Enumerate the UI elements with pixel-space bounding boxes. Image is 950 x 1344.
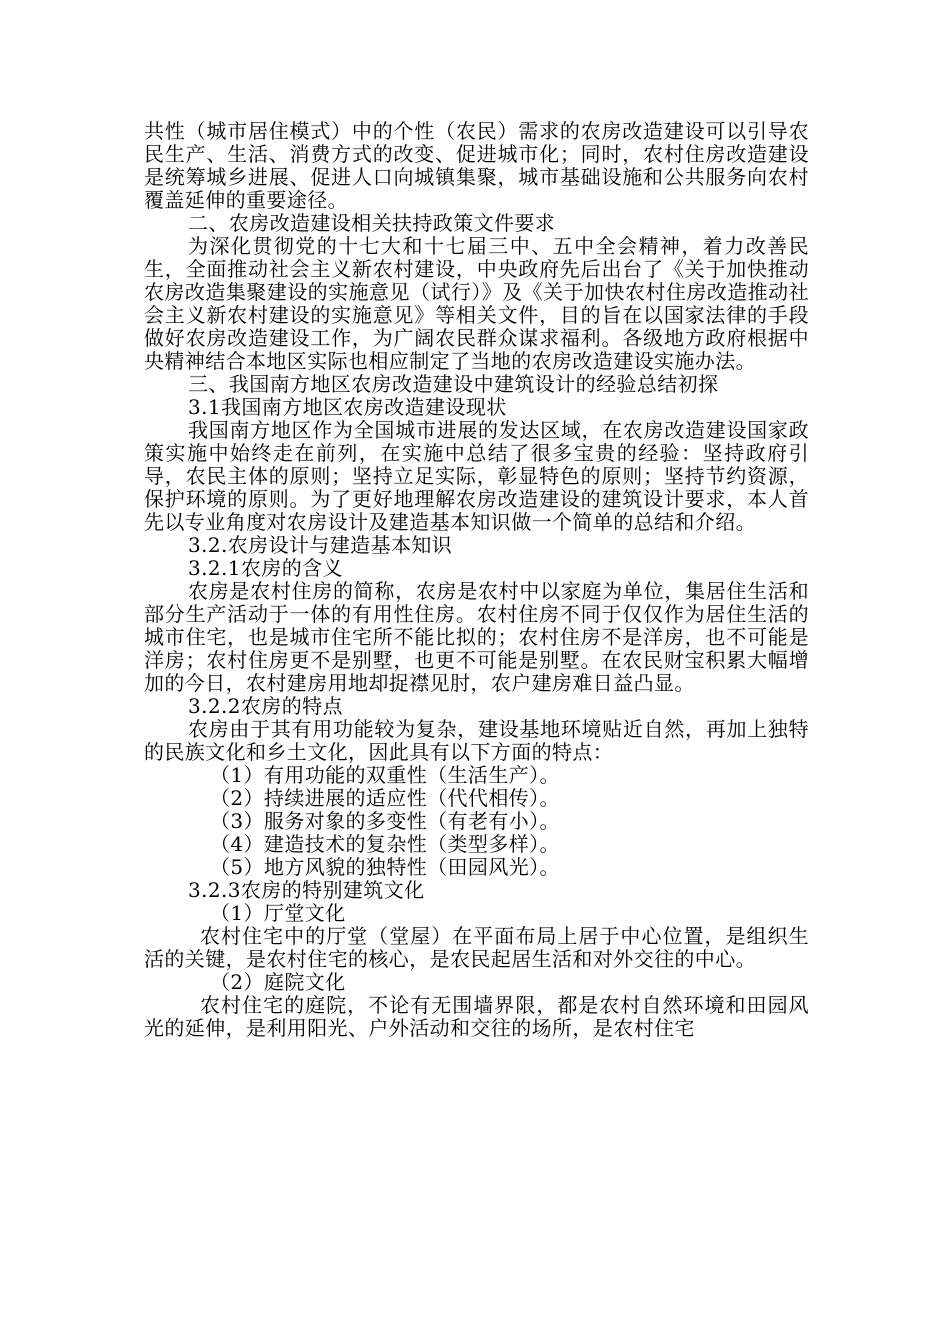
list-item: （4）建造技术的复杂性（类型多样）。 — [210, 832, 560, 856]
paragraph-policy: 为深化贯彻党的十七大和十七届三中、五中全会精神，着力改善民生，全面推动社会主义新农村建设，中央政府先后出台了《关于加快推动农房改造集聚建设的实施意见（试行）》及《关于加快农村住房改造推动社会主义新农村建设的实施意见》等相关文件，目的旨在以国家法律的手段做好农房改造建设工作，为广阔农民群众谋求福利。各级地方政府根据中央精神结合本地区实际也相应制定了当地的农房改造建设实施办法。 — [144, 234, 809, 373]
paragraph-continuation: 共性（城市居住模式）中的个性（农民）需求的农房改造建设可以引导农民生产、生活、消费方式的改变、促进城市化；同时，农村住房改造建设是统筹城乡进展、促进人口向城镇集聚，城市基础设施和公共服务向农村覆盖延伸的重要途径。 — [144, 119, 809, 212]
subsection-heading-3-2: 3.2.农房设计与建造基本知识 — [188, 533, 453, 557]
paragraph-definition: 农房是农村住房的简称，农房是农村中以家庭为单位，集居住生活和部分生产活动于一体的有用性住房。农村住房不同于仅仅作为居住生活的城市住宅，也是城市住宅所不能比拟的；农村住房不是洋房，也不可能是洋房；农村住房更不是别墅，也更不可能是别墅。在农民财宝积累大幅增加的今日，农村建房用地却捉襟见肘，农户建房难日益凸显。 — [144, 579, 809, 695]
section-heading-3: 三、我国南方地区农房改造建设中建筑设计的经验总结初探 — [188, 372, 719, 396]
subsection-heading-3-2-2: 3.2.2农房的特点 — [188, 694, 343, 718]
item-heading-courtyard: （2）庭院文化 — [210, 970, 346, 994]
subsection-heading-3-1: 3.1我国南方地区农房改造建设现状 — [188, 395, 507, 419]
document-page — [144, 120, 809, 1040]
paragraph-hall-culture: 农村住宅中的厅堂（堂屋）在平面布局上居于中心位置，是组织生活的关键，是农村住宅的核心，是农民起居生活和对外交往的中心。 — [144, 924, 809, 971]
paragraph-features: 农房由于其有用功能较为复杂，建设基地环境贴近自然，再加上独特的民族文化和乡土文化，因此具有以下方面的特点： — [144, 717, 809, 764]
list-item: （3）服务对象的多变性（有老有小）。 — [210, 809, 560, 833]
list-item: （5）地方风貌的独特性（田园风光）。 — [210, 855, 560, 879]
list-item: （2）持续进展的适应性（代代相传）。 — [210, 786, 560, 810]
paragraph-south-status: 我国南方地区作为全国城市进展的发达区域，在农房改造建设国家政策实施中始终走在前列，在实施中总结了很多宝贵的经验：坚持政府引导，农民主体的原则；坚持立足实际，彰显特色的原则；坚持节约资源，保护环境的原则。为了更好地理解农房改造建设的建筑设计要求，本人首先以专业角度对农房设计及建造基本知识做一个简单的总结和介绍。 — [144, 418, 809, 534]
item-heading-hall: （1）厅堂文化 — [210, 901, 346, 925]
list-item: （1）有用功能的双重性（生活生产）。 — [210, 763, 560, 787]
subsection-heading-3-2-3: 3.2.3农房的特别建筑文化 — [188, 878, 425, 902]
section-heading-2: 二、农房改造建设相关扶持政策文件要求 — [188, 211, 556, 235]
subsection-heading-3-2-1: 3.2.1农房的含义 — [188, 556, 343, 580]
paragraph-courtyard-culture: 农村住宅的庭院，不论有无围墙界限，都是农村自然环境和田园风光的延伸，是利用阳光、户外活动和交往的场所，是农村住宅 — [144, 993, 809, 1040]
